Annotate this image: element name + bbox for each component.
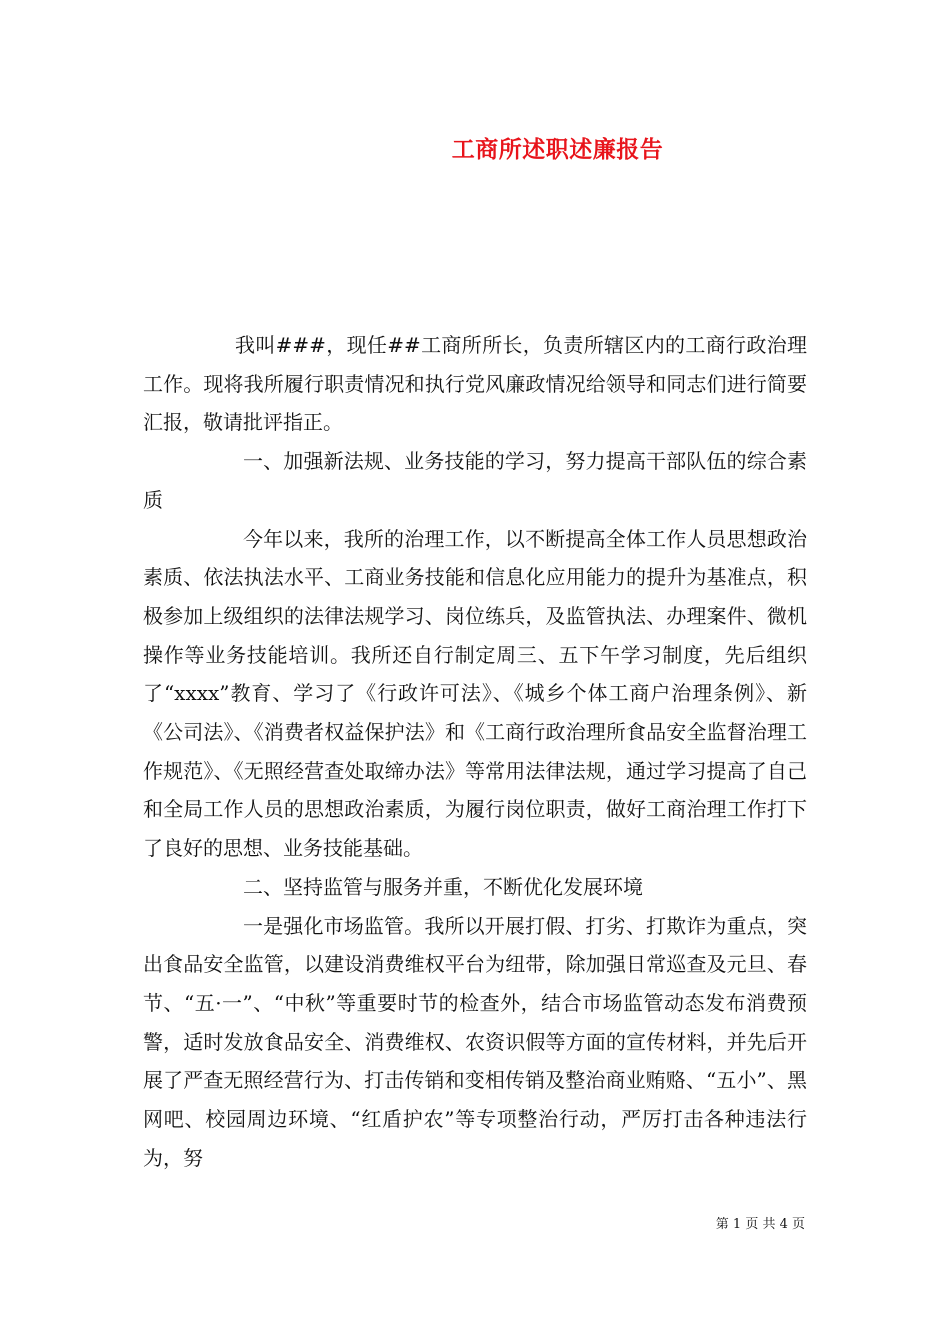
document-body [143,326,807,1177]
paragraph-section-2: 一是强化市场监管。我所以开展打假、打劣、打欺诈为重点，突出食品安全监管，以建设消费维权平台为纽带，除加强日常巡查及元旦、春节、“五·一”、“中秋”等重要时节的检查外，结合市场监管动态发布消费预警，适时发放食品安全、消费维权、农资识假等方面的宣传材料，并先后开展了严查无照经营行为、打击传销和变相传销及整治商业贿赂、“五小”、黑网吧、校园周边环境、“红盾护农”等专项整治行动，严厉打击各种违法行为，努 [143,913,807,1170]
document-title: 工商所述职述廉报告 [451,136,664,163]
page-number-footer: 第 1 页 共 4 页 [715,1217,805,1232]
section-heading-2: 二、坚持监管与服务并重，不断优化发展环境 [243,874,643,899]
paragraph-section-1: 今年以来，我所的治理工作，以不断提高全体工作人员思想政治素质、依法执法水平、工商业务技能和信息化应用能力的提升为基准点，积极参加上级组织的法律法规学习、岗位练兵，及监管执法、办理案件、微机操作等业务技能培训。我所还自行制定周三、五下午学习制度，先后组织了“xxxx”教育、学习了《行政许可法》、《城乡个体工商户治理条例》、新《公司法》、《消费者权益保护法》和《工商行政治理所食品安全监督治理工作规范》、《无照经营查处取缔办法》等常用法律法规，通过学习提高了自己和全局工作人员的思想政治素质，为履行岗位职责，做好工商治理工作打下了良好的思想、业务技能基础。 [143,526,807,861]
paragraph-intro: 我叫###，现任##工商所所长，负责所辖区内的工商行政治理工作。现将我所履行职责情况和执行党风廉政情况给领导和同志们进行简要汇报，敬请批评指正。 [143,333,807,435]
section-heading-1: 一、加强新法规、业务技能的学习，努力提高干部队伍的综合素质 [143,449,807,512]
